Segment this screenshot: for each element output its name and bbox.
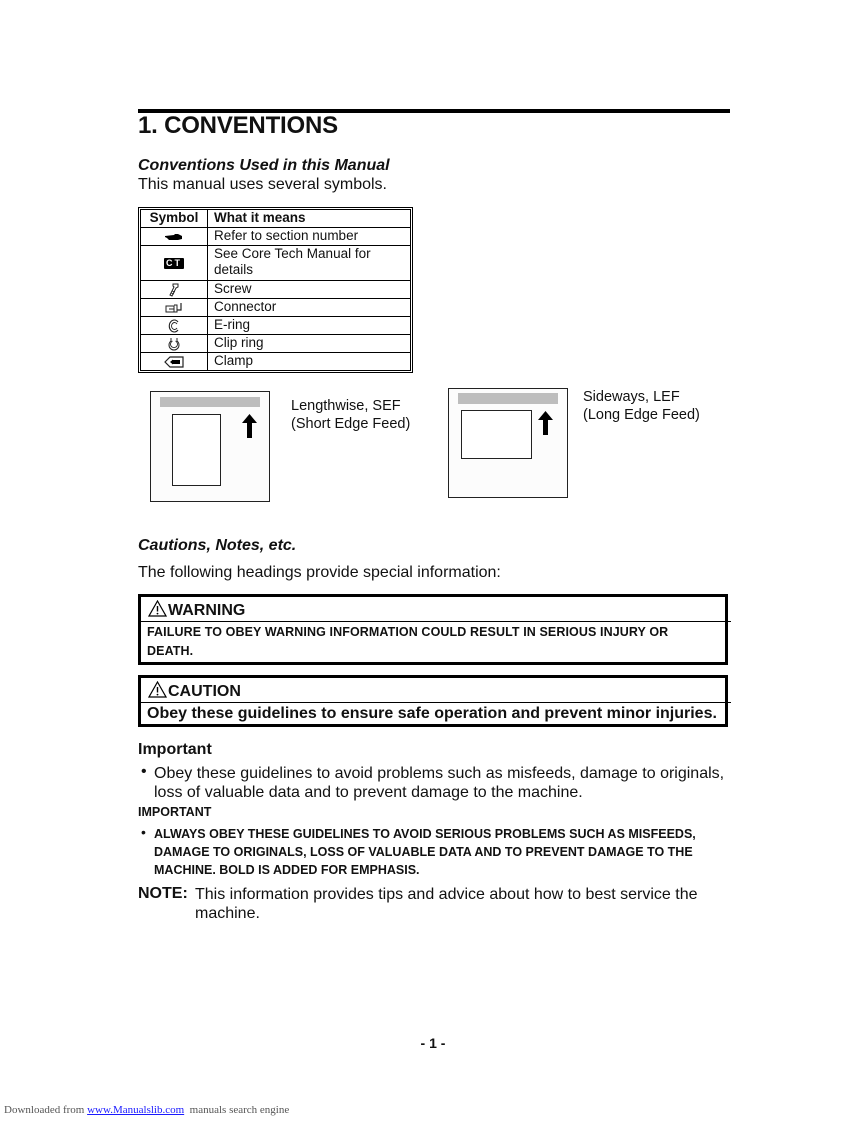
table-header-row bbox=[141, 210, 411, 228]
warning-heading bbox=[141, 597, 725, 619]
important-caps-bullet bbox=[154, 825, 696, 879]
table-row bbox=[141, 228, 411, 246]
feed-direction-arrow-icon bbox=[538, 411, 553, 435]
caution-text: Obey these guidelines to ensure safe operation and prevent minor injuries. bbox=[147, 705, 717, 722]
important-bullet-line2: loss of valuable data and to prevent damage to the machine. bbox=[154, 784, 583, 801]
table-row bbox=[141, 353, 411, 371]
table-row bbox=[141, 246, 411, 281]
sef-label-line2: (Short Edge Feed) bbox=[291, 416, 411, 432]
manualslib-link[interactable]: www.Manualslib.com bbox=[87, 1104, 185, 1116]
lef-label-line1: Sideways, LEF bbox=[583, 389, 680, 405]
note-text-line2: machine. bbox=[195, 905, 260, 922]
section-intro: This manual uses several symbols. bbox=[138, 176, 387, 193]
warning-divider bbox=[141, 621, 731, 622]
important-caps-line2: DAMAGE TO ORIGINALS, LOSS OF VALUABLE DATA AND TO PREVENT DAMAGE TO THE bbox=[154, 845, 693, 859]
core-tech-icon: CT bbox=[166, 257, 182, 268]
paper-sheet-portrait bbox=[172, 414, 221, 486]
e-ring-icon bbox=[168, 319, 180, 333]
meaning-cell: See Core Tech Manual for details bbox=[208, 246, 411, 281]
table-row bbox=[141, 335, 411, 353]
caution-divider bbox=[141, 702, 731, 703]
symbol-table bbox=[138, 207, 413, 373]
warning-triangle-icon bbox=[148, 681, 167, 698]
paper-sheet-landscape bbox=[461, 410, 532, 459]
footer-prefix: Downloaded from bbox=[4, 1104, 88, 1116]
meaning-cell: Clip ring bbox=[208, 335, 411, 353]
screw-icon bbox=[169, 283, 179, 297]
column-header-meaning: What it means bbox=[208, 210, 411, 228]
section-heading-cautions: Cautions, Notes, etc. bbox=[138, 537, 297, 554]
bullet-icon: • bbox=[141, 824, 146, 840]
section-heading-conventions: Conventions Used in this Manual bbox=[138, 157, 390, 174]
warning-text-line1: FAILURE TO OBEY WARNING INFORMATION COULD RESULT IN SERIOUS INJURY OR bbox=[147, 625, 669, 639]
meaning-cell: Connector bbox=[208, 299, 411, 317]
caution-box bbox=[138, 675, 728, 727]
download-footer bbox=[4, 1104, 289, 1116]
sef-label-line1: Lengthwise, SEF bbox=[291, 398, 401, 414]
meaning-cell: Refer to section number bbox=[208, 228, 411, 246]
meaning-cell: E-ring bbox=[208, 317, 411, 335]
warning-triangle-icon bbox=[148, 600, 167, 617]
lef-label-line2: (Long Edge Feed) bbox=[583, 407, 700, 423]
table-row bbox=[141, 317, 411, 335]
sef-diagram bbox=[150, 391, 270, 502]
table-row bbox=[141, 281, 411, 299]
page-number: - 1 - bbox=[420, 1035, 446, 1051]
important-caps-line1: ALWAYS OBEY THESE GUIDELINES TO AVOID SERIOUS PROBLEMS SUCH AS MISFEEDS, bbox=[154, 827, 696, 841]
feed-roller-bar bbox=[160, 397, 260, 407]
important-caps-heading: IMPORTANT bbox=[138, 805, 212, 819]
feed-direction-arrow-icon bbox=[242, 414, 257, 438]
important-bullet bbox=[154, 764, 724, 802]
important-bullet-line1: Obey these guidelines to avoid problems such as misfeeds, damage to originals, bbox=[154, 765, 725, 782]
warning-box bbox=[138, 594, 728, 665]
note-label: NOTE: bbox=[138, 885, 188, 902]
bullet-icon: • bbox=[141, 763, 147, 780]
section-intro: The following headings provide special information: bbox=[138, 564, 501, 581]
lef-label bbox=[583, 388, 700, 424]
caution-title: CAUTION bbox=[168, 683, 241, 700]
important-heading: Important bbox=[138, 741, 212, 758]
table-row bbox=[141, 299, 411, 317]
feed-roller-bar bbox=[458, 393, 558, 404]
footer-suffix: manuals search engine bbox=[184, 1104, 290, 1116]
page-title: 1. CONVENTIONS bbox=[138, 112, 338, 139]
connector-icon bbox=[165, 302, 183, 314]
important-caps-line3: MACHINE. BOLD IS ADDED FOR EMPHASIS. bbox=[154, 863, 420, 877]
warning-title: WARNING bbox=[168, 602, 246, 619]
warning-text-line2: DEATH. bbox=[147, 644, 194, 658]
caution-heading bbox=[141, 678, 725, 700]
clamp-icon bbox=[164, 356, 184, 368]
pointing-hand-icon bbox=[165, 233, 183, 241]
meaning-cell: Screw bbox=[208, 281, 411, 299]
meaning-cell: Clamp bbox=[208, 353, 411, 371]
note-text bbox=[195, 885, 698, 923]
column-header-symbol: Symbol bbox=[141, 210, 208, 228]
sef-label bbox=[291, 397, 410, 433]
note-text-line1: This information provides tips and advice about how to best service the bbox=[195, 886, 698, 903]
lef-diagram bbox=[448, 388, 568, 498]
clip-ring-icon bbox=[167, 337, 181, 351]
